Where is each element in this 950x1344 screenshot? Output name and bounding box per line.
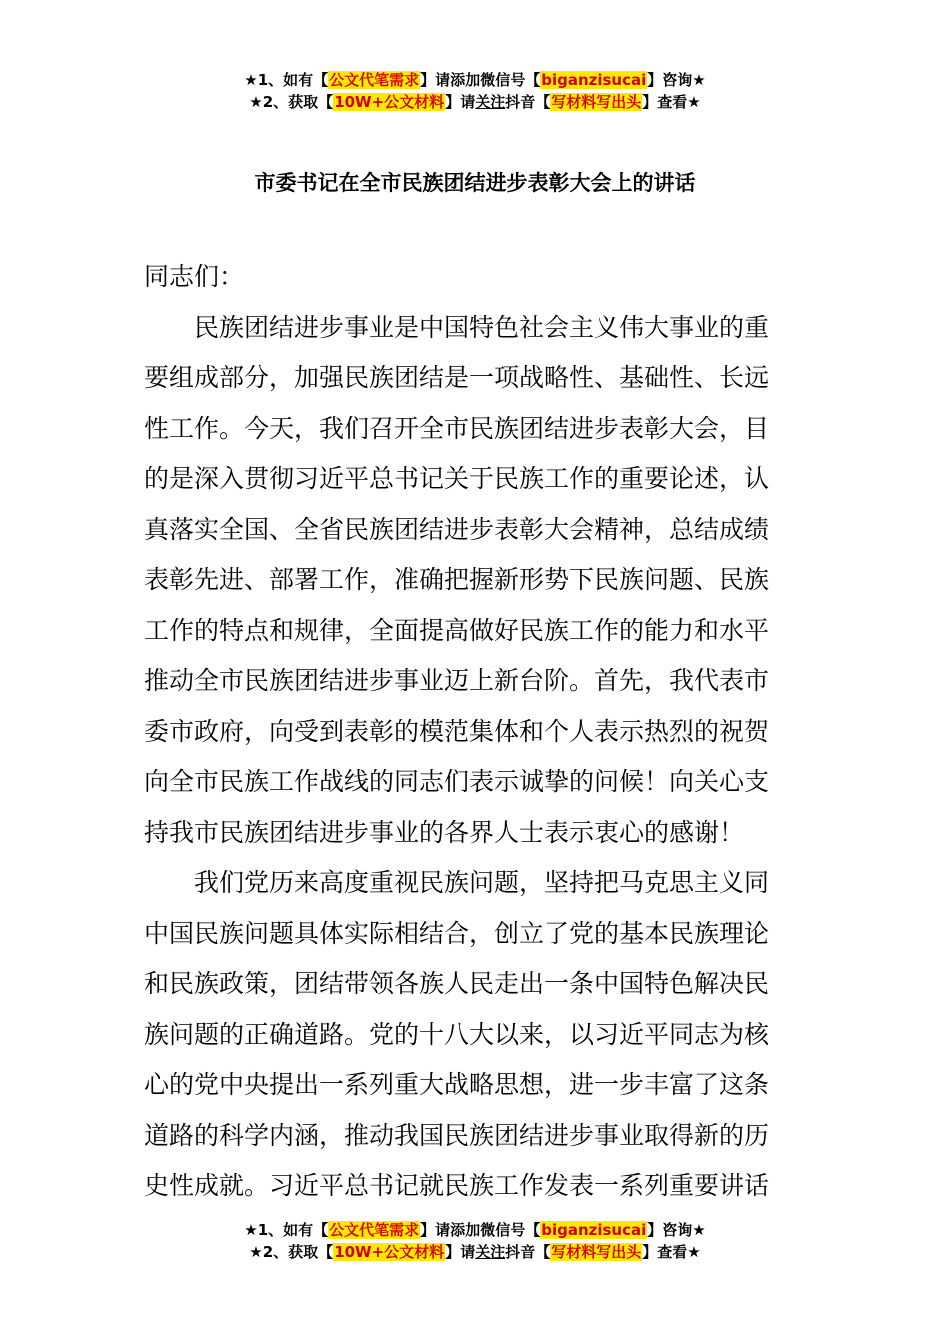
banner-text: 微信号【: [480, 71, 541, 89]
body-line: 推动全市民族团结进步事业迈上新台阶。首先，我代表市: [144, 666, 770, 695]
banner-text: 抖音【: [505, 93, 551, 111]
body-line: 民族团结进步事业是中国特色社会主义伟大事业的重: [194, 312, 770, 342]
body-line: 真落实全国、全省民族团结进步表彰大会精神，总结成绩: [144, 514, 770, 544]
body-line: 持我市民族团结进步事业的各界人士表示衷心的感谢！: [144, 817, 745, 847]
body-line: 要组成部分，加强民族团结是一项战略性、基础性、长远: [144, 363, 770, 392]
banner-text: 】请: [445, 1243, 476, 1261]
body-line: 工作的特点和规律，全面提高做好民族工作的能力和水平: [144, 615, 770, 645]
body-line: 族问题的正确道路。党的十八大以来，以习近平同志为核: [144, 1019, 770, 1049]
banner-text: 】请: [445, 93, 476, 111]
banner-text: 抖音【: [505, 1243, 551, 1261]
footer-banner: [0, 1219, 950, 1263]
banner-highlight: 写材料写出头: [551, 93, 642, 111]
banner-text: 关注: [475, 93, 506, 111]
document-title: 市委书记在全市民族团结进步表彰大会上的讲话: [254, 171, 696, 195]
banner-highlight: biganzisucai: [541, 1221, 647, 1239]
banner-text: 关注: [475, 1243, 506, 1261]
body-line: 和民族政策，团结带领各族人民走出一条中国特色解决民: [144, 969, 770, 998]
body-line: 委市政府，向受到表彰的模范集体和个人表示热烈的祝贺: [144, 716, 770, 746]
header-banner: [0, 69, 950, 113]
banner-text: 】咨询★: [647, 1221, 706, 1239]
banner-text: 加: [465, 1221, 481, 1239]
body-line: 向全市民族工作战线的同志们表示诚挚的问候！向关心支: [144, 767, 770, 796]
body-line: 我们党历来高度重视民族问题，坚持把马克思主义同: [194, 868, 770, 897]
body-line: 表彰先进、部署工作，准确把握新形势下民族问题、民族: [144, 565, 770, 594]
banner-highlight: 写材料写出头: [551, 1243, 642, 1261]
banner-text: 】请添: [420, 1221, 466, 1239]
banner-text: 】请添: [420, 71, 466, 89]
banner-line-2: [0, 91, 950, 113]
banner-text: 】咨询★: [647, 71, 706, 89]
banner-highlight: 10W+公文材料: [334, 93, 445, 111]
banner-highlight: 10W+公文材料: [334, 1243, 445, 1261]
document-body: [144, 252, 814, 1212]
banner-highlight: biganzisucai: [541, 71, 647, 89]
banner-text: 】查看★: [642, 1243, 701, 1261]
banner-highlight: 公文代笔需求: [329, 71, 420, 89]
banner-line-1: [0, 69, 950, 91]
salutation: 同志们：: [144, 262, 245, 291]
body-line: 中国民族问题具体实际相结合，创立了党的基本民族理论: [144, 918, 770, 948]
banner-text: ★1、如有【: [244, 1221, 329, 1239]
banner-text: 】查看★: [642, 93, 701, 111]
body-line: 心的党中央提出一系列重大战略思想，进一步丰富了这条: [144, 1070, 770, 1099]
banner-line-1: [0, 1219, 950, 1241]
banner-line-2: [0, 1241, 950, 1263]
banner-text: ★1、如有【: [244, 71, 329, 89]
body-line: 史性成就。习近平总书记就民族工作发表一系列重要讲话: [144, 1171, 770, 1200]
banner-highlight: 公文代笔需求: [329, 1221, 420, 1239]
body-line: 的是深入贯彻习近平总书记关于民族工作的重要论述，认: [144, 464, 770, 493]
banner-text: 加: [465, 71, 481, 89]
banner-text: ★2、获取【: [249, 93, 334, 111]
body-line: 性工作。今天，我们召开全市民族团结进步表彰大会，目: [144, 413, 770, 443]
banner-text: ★2、获取【: [249, 1243, 334, 1261]
body-line: 道路的科学内涵，推动我国民族团结进步事业取得新的历: [144, 1120, 770, 1150]
banner-text: 微信号【: [480, 1221, 541, 1239]
